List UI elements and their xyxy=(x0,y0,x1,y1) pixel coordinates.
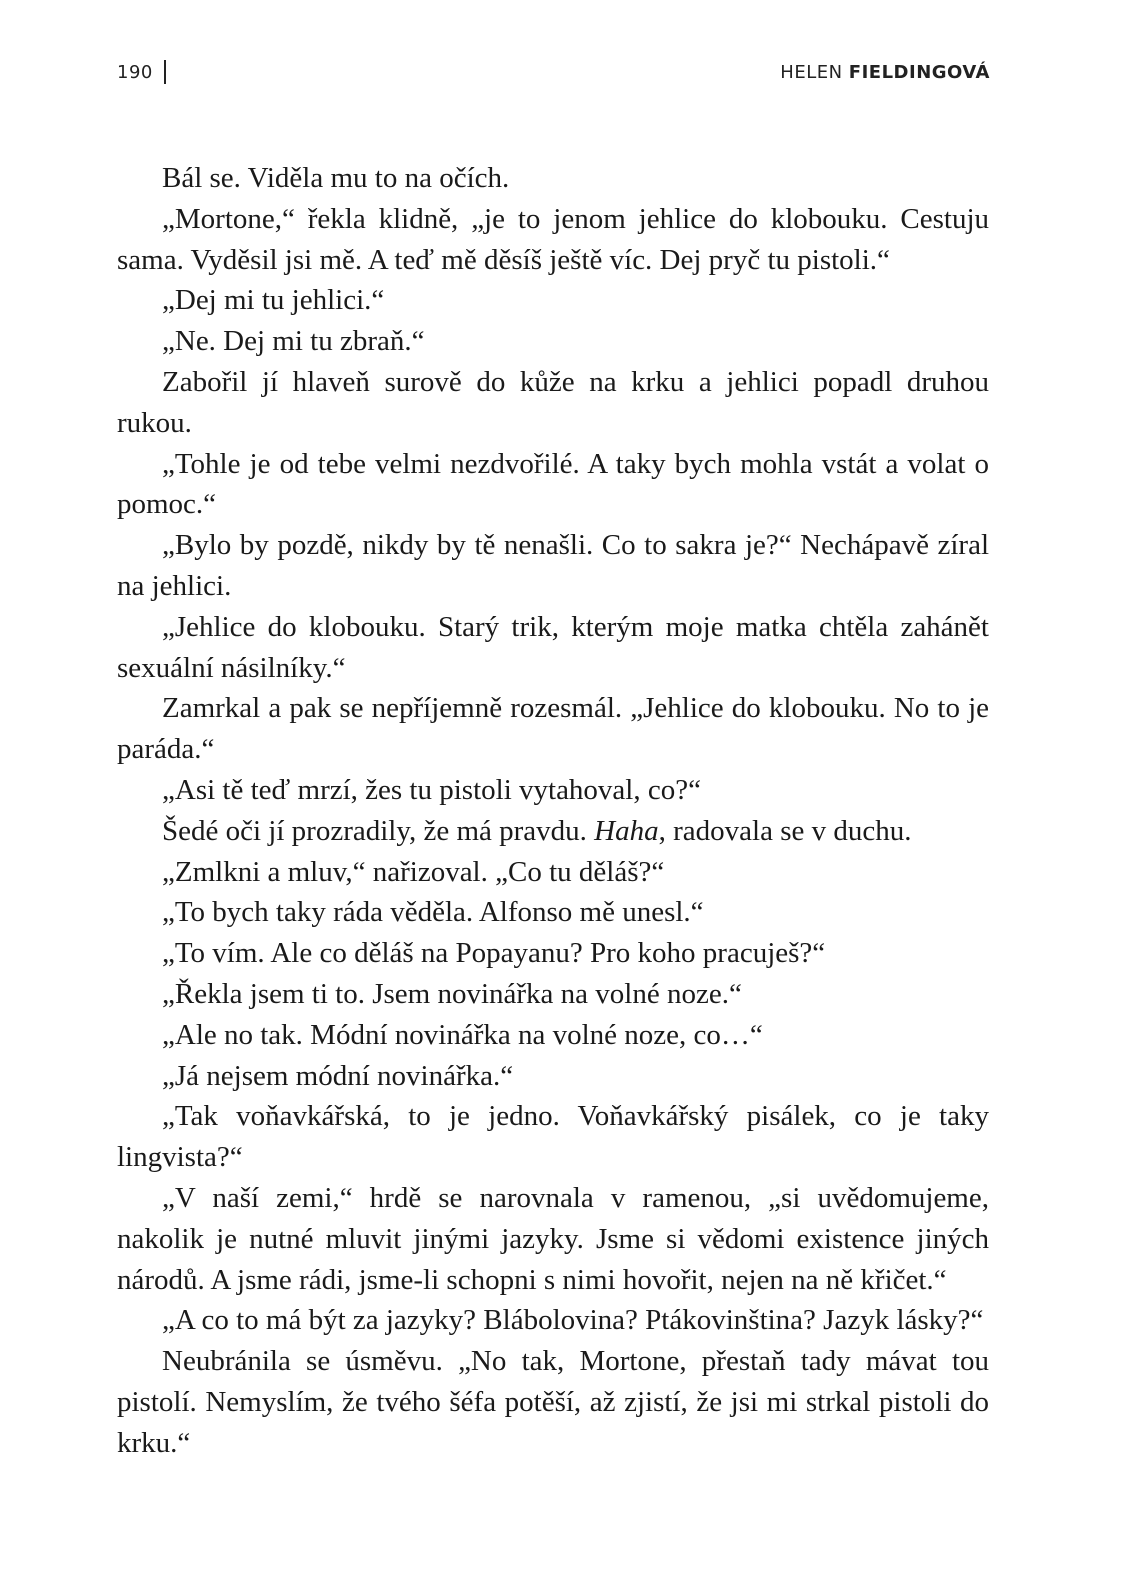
paragraph: „Dej mi tu jehlici.“ xyxy=(162,284,385,317)
paragraph: „V naší zemi,“ hrdě se narovnala v ramenou, „si uvědomujeme, nakolik je nutné mluvit jinými jazyky. Jsme si vědomi existence jiných národů. A jsme rádi, jsme-li schopni s nimi hovořit, nejen na ně křičet.“ xyxy=(117,1181,989,1296)
page-header xyxy=(117,62,990,92)
page-number: 190 xyxy=(117,62,153,83)
running-head xyxy=(780,62,990,83)
paragraph: „A co to má být za jazyky? Blábolovina? Ptákovinština? Jazyk lásky?“ xyxy=(162,1304,984,1337)
body-text xyxy=(117,158,989,1464)
paragraph: Zamrkal a pak se nepříjemně rozesmál. „Jehlice do klobouku. No to je paráda.“ xyxy=(117,692,989,766)
paragraph: „To vím. Ale co děláš na Popayanu? Pro koho pracuješ?“ xyxy=(162,937,826,970)
paragraph: „Mortone,“ řekla klidně, „je to jenom jehlice do klobouku. Cestuju sama. Vyděsil jsi mě. A teď mě děsíš ještě víc. Dej pryč tu pistoli.“ xyxy=(117,202,989,276)
header-separator xyxy=(164,60,166,84)
paragraph: „Tak voňavkářská, to je jedno. Voňavkářský pisálek, co je taky lingvista?“ xyxy=(117,1100,989,1174)
paragraph: „Bylo by pozdě, nikdy by tě nenašli. Co to sakra je?“ Nechápavě zíral na jehlici. xyxy=(117,529,989,602)
author-last-name: FIELDINGOVÁ xyxy=(848,62,990,83)
emphasis-text: Haha xyxy=(594,814,659,847)
paragraph: „Ne. Dej mi tu zbraň.“ xyxy=(162,325,425,358)
paragraph: Zabořil jí hlaveň surově do kůže na krku a jehlici popadl druhou rukou. xyxy=(117,365,989,439)
paragraph: Bál se. Viděla mu to na očích. xyxy=(162,162,510,194)
paragraph: „Já nejsem módní novinářka.“ xyxy=(162,1059,514,1092)
paragraph-text: Šedé oči jí prozradily, že má pravdu. xyxy=(162,814,595,847)
paragraph: „To bych taky ráda věděla. Alfonso mě unesl.“ xyxy=(162,896,704,929)
paragraph: „Asi tě teď mrzí, žes tu pistoli vytahoval, co?“ xyxy=(162,773,701,806)
paragraph: „Zmlkni a mluv,“ nařizoval. „Co tu děláš?“ xyxy=(162,855,665,888)
paragraph: „Ale no tak. Módní novinářka na volné noze, co…“ xyxy=(162,1018,763,1051)
author-first-name: HELEN xyxy=(780,62,843,83)
paragraph: Neubránila se úsměvu. „No tak, Mortone, přestaň tady mávat tou pistolí. Nemyslím, že tvého šéfa potěší, až zjistí, že jsi mi strkal pistoli do krku.“ xyxy=(117,1345,989,1459)
paragraph: „Tohle je od tebe velmi nezdvořilé. A taky bych mohla vstát a volat o pomoc.“ xyxy=(117,447,989,521)
paragraph xyxy=(117,811,989,852)
paragraph: „Řekla jsem ti to. Jsem novinářka na volné noze.“ xyxy=(162,977,742,1010)
paragraph-text: , radovala se v duchu. xyxy=(658,814,912,847)
paragraph: „Jehlice do klobouku. Starý trik, kterým moje matka chtěla zahánět sexuální násilníky.“ xyxy=(117,610,989,684)
